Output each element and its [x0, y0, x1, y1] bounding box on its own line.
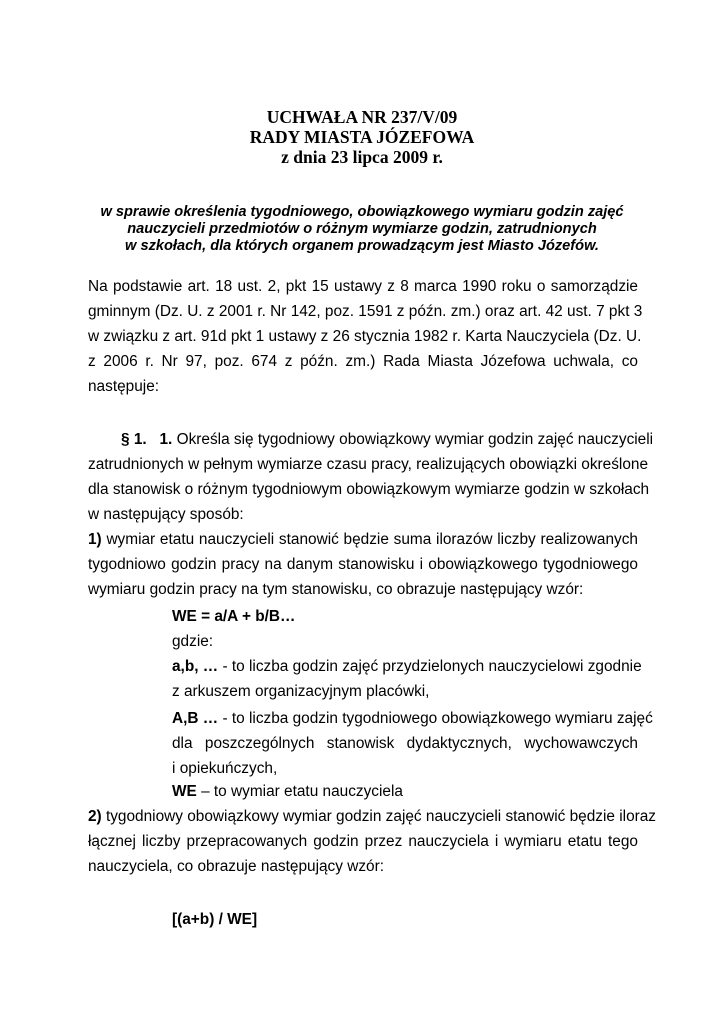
- definition-1-term: a,b, …: [172, 658, 219, 675]
- point-1-text: wymiar etatu nauczycieli stanowić będzie suma ilorazów liczby realizowanych: [106, 531, 638, 548]
- definition-2-line: i opiekuńczych,: [172, 760, 278, 777]
- definition-3-text: – to wymiar etatu nauczyciela: [196, 783, 403, 800]
- preamble-line: w związku z art. 91d pkt 1 ustawy z 26 stycznia 1982 r. Karta Nauczyciela (Dz. U.: [88, 328, 642, 345]
- point-2-first-line: [88, 804, 657, 829]
- point-2-line: nauczyciela, co obrazuje następujący wzór:: [88, 858, 384, 875]
- definition-1-text: - to liczba godzin zajęć przydzielonych nauczycielowi zgodnie: [218, 658, 642, 675]
- definition-1-line: z arkuszem organizacyjnym placówki,: [172, 683, 430, 700]
- definition-2-line: dla poszczególnych stanowisk dydaktycznych, wychowawczych: [172, 735, 638, 752]
- point-2-text: tygodniowy obowiązkowy wymiar godzin zajęć nauczycieli stanowić będzie iloraz: [101, 808, 657, 825]
- section-1-first-line: [121, 427, 653, 452]
- point-1-mark: 1): [88, 531, 102, 548]
- section-1-text: Określa się tygodniowy obowiązkowy wymiar godzin zajęć nauczycieli: [176, 431, 654, 448]
- formula-2: [(a+b) / WE]: [172, 911, 258, 928]
- subject-line-3: w szkołach, dla których organem prowadzącym jest Miasto Józefów.: [125, 238, 599, 254]
- issuing-council: RADY MIASTA JÓZEFOWA: [249, 127, 475, 147]
- definition-2-text: - to liczba godzin tygodniowego obowiązkowego wymiaru zajęć: [218, 710, 653, 727]
- resolution-number: UCHWAŁA NR 237/V/09: [266, 107, 458, 127]
- preamble-line: gminnym (Dz. U. z 2001 r. Nr 142, poz. 1591 z późn. zm.) oraz art. 42 ust. 7 pkt 3: [88, 303, 643, 320]
- definition-2-term: A,B …: [172, 710, 219, 727]
- subject-line-2: nauczycieli przedmiotów o różnym wymiarze godzin, zatrudnionych: [127, 221, 597, 237]
- definition-1: [172, 654, 642, 679]
- definition-2: [172, 706, 653, 731]
- section-1-line: w następujący sposób:: [88, 506, 244, 523]
- point-1-first-line: [88, 527, 638, 552]
- formula-1: WE = a/A + b/B…: [172, 608, 296, 625]
- resolution-date: z dnia 23 lipca 2009 r.: [281, 147, 443, 167]
- definition-3: [172, 779, 403, 804]
- subject-line-1: w sprawie określenia tygodniowego, obowiązkowego wymiaru godzin zajęć: [100, 204, 624, 220]
- preamble-line: Na podstawie art. 18 ust. 2, pkt 15 ustawy z 8 marca 1990 roku o samorządzie: [88, 278, 638, 295]
- preamble-line: następuje:: [88, 378, 160, 395]
- definition-3-term: WE: [172, 783, 197, 800]
- point-2-line: łącznej liczby przepracowanych godzin przez nauczyciela i wymiaru etatu tego: [88, 833, 638, 850]
- item-mark: 1.: [159, 431, 173, 448]
- where-label: gdzie:: [172, 633, 214, 650]
- section-1-line: dla stanowisk o różnym tygodniowym obowiązkowym wymiarze godzin w szkołach: [88, 481, 650, 498]
- section-1-line: zatrudnionych w pełnym wymiarze czasu pracy, realizujących obowiązki określone: [88, 456, 648, 473]
- point-1-line: wymiaru godzin pracy na tym stanowisku, co obrazuje następujący wzór:: [88, 581, 584, 598]
- point-1-line: tygodniowo godzin pracy na danym stanowisku i obowiązkowego tygodniowego: [88, 556, 638, 573]
- preamble-line: z 2006 r. Nr 97, poz. 674 z późn. zm.) Rada Miasta Józefowa uchwala, co: [88, 353, 638, 370]
- paragraph-mark: § 1.: [121, 431, 147, 448]
- point-2-mark: 2): [88, 808, 102, 825]
